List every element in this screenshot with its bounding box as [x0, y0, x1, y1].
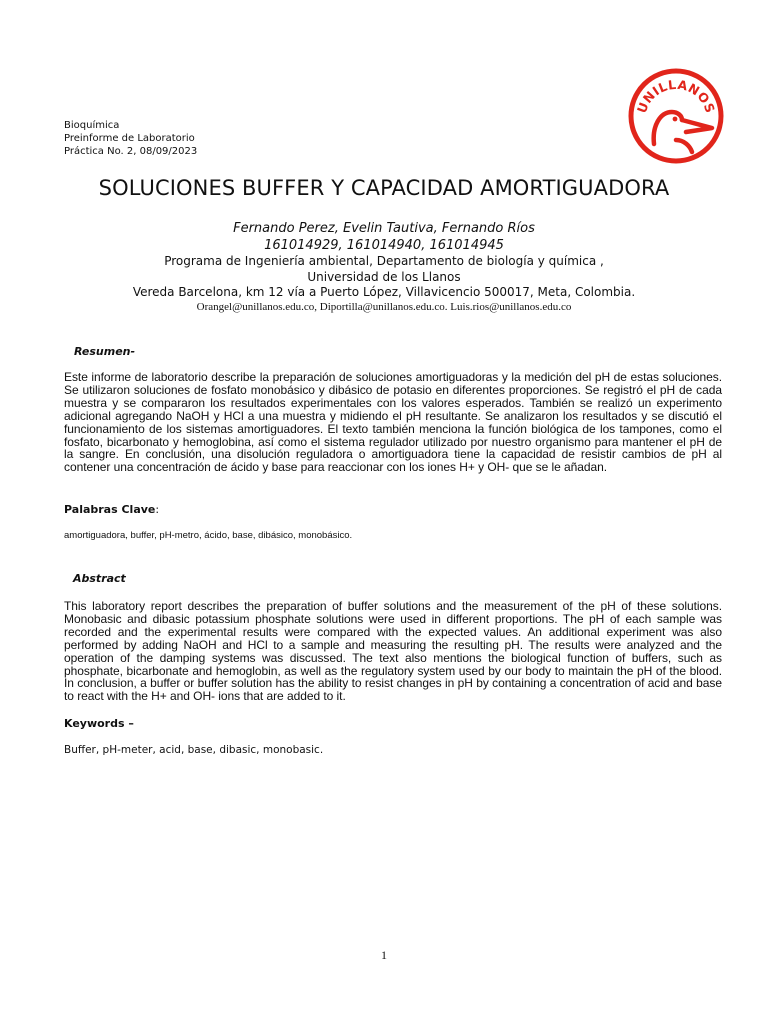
palabras-clave-colon: :: [155, 503, 160, 516]
keywords-text: Buffer, pH-meter, acid, base, dibasic, monobasic.: [64, 744, 324, 756]
logo-text: UNILLANOS: [633, 76, 719, 116]
affiliation-university: Universidad de los Llanos: [307, 269, 461, 284]
keywords-heading: Keywords –: [64, 717, 134, 730]
header-meta: [64, 119, 197, 158]
affiliation-block: [0, 254, 768, 301]
abstract-text: This laboratory report describes the preparation of buffer solutions and the measurement of the pH of these solutions. Monobasic and dibasic potassium phosphate solutions were used in different proportions. The pH of each sample was recorded and the experimental results were compared with the expected values. An additional experiment was also performed by adding NaOH and HCl to a sample and measuring the resulting pH. The results were analyzed and the operation of the damping systems was discussed. The text also mentions the biological function of buffers, such as phosphate, bicarbonate and hemoglobin, as well as the regulatory system used by our body to maintain the pH of the blood. In conclusion, a buffer or buffer solution has the ability to resist changes in pH by containing a concentration of acid and base to react with the H+ and OH- ions that are added to it.: [64, 599, 722, 704]
authors-block: [0, 220, 768, 254]
author-emails: Orangel@unillanos.edu.co, Diportilla@unillanos.edu.co. Luis.rios@unillanos.edu.co: [196, 301, 572, 313]
unillanos-logo: [628, 68, 724, 164]
palabras-clave-label: Palabras Clave: [64, 503, 156, 516]
paper-title: SOLUCIONES BUFFER Y CAPACIDAD AMORTIGUADORA: [98, 176, 670, 200]
author-names: Fernando Perez, Evelin Tautiva, Fernando Ríos: [233, 221, 535, 236]
course-name: Bioquímica: [64, 120, 120, 131]
affiliation-program: Programa de Ingeniería ambiental, Departamento de biología y química ,: [164, 254, 604, 268]
abstract-heading: Abstract: [73, 572, 126, 585]
author-ids: 161014929, 161014940, 161014945: [264, 238, 504, 253]
palabras-clave-text: amortiguadora, buffer, pH-metro, ácido, base, dibásico, monobásico.: [64, 530, 353, 541]
heron-eye-icon: [673, 117, 678, 122]
report-type: Preinforme de Laboratorio: [64, 133, 195, 144]
heron-icon: [654, 112, 712, 152]
resumen-heading: Resumen-: [74, 345, 136, 358]
resumen-text: Este informe de laboratorio describe la preparación de soluciones amortiguadoras y la medición del pH de estas soluciones. Se utilizaron soluciones de fosfato monobásico y dibásico de potasio en diferentes proporciones. Se registró el pH de cada muestra y se compararon los resultados experimentales con los valores esperados. También se realizó un experimento adicional agregando NaOH y HCl a una muestra y midiendo el pH resultante. Se analizaron los resultados y se discutió el funcionamiento de los sistemas amortiguadores. El texto también menciona la función biológica de los tampones, como el fosfato, bicarbonato y hemoglobina, así como el sistema regulador utilizado por nuestro organismo para mantener el pH de la sangre. En conclusión, una disolución reguladora o amortiguadora tiene la capacidad de resistir cambios de pH al contener una concentración de ácido y base para reaccionar con los iones H+ y OH- que se le añadan.: [64, 370, 722, 475]
page-number: 1: [381, 948, 387, 962]
practice-info: Práctica No. 2, 08/09/2023: [64, 146, 198, 157]
palabras-clave-heading: [64, 503, 159, 516]
affiliation-address: Vereda Barcelona, km 12 vía a Puerto López, Villavicencio 500017, Meta, Colombia.: [132, 285, 636, 299]
